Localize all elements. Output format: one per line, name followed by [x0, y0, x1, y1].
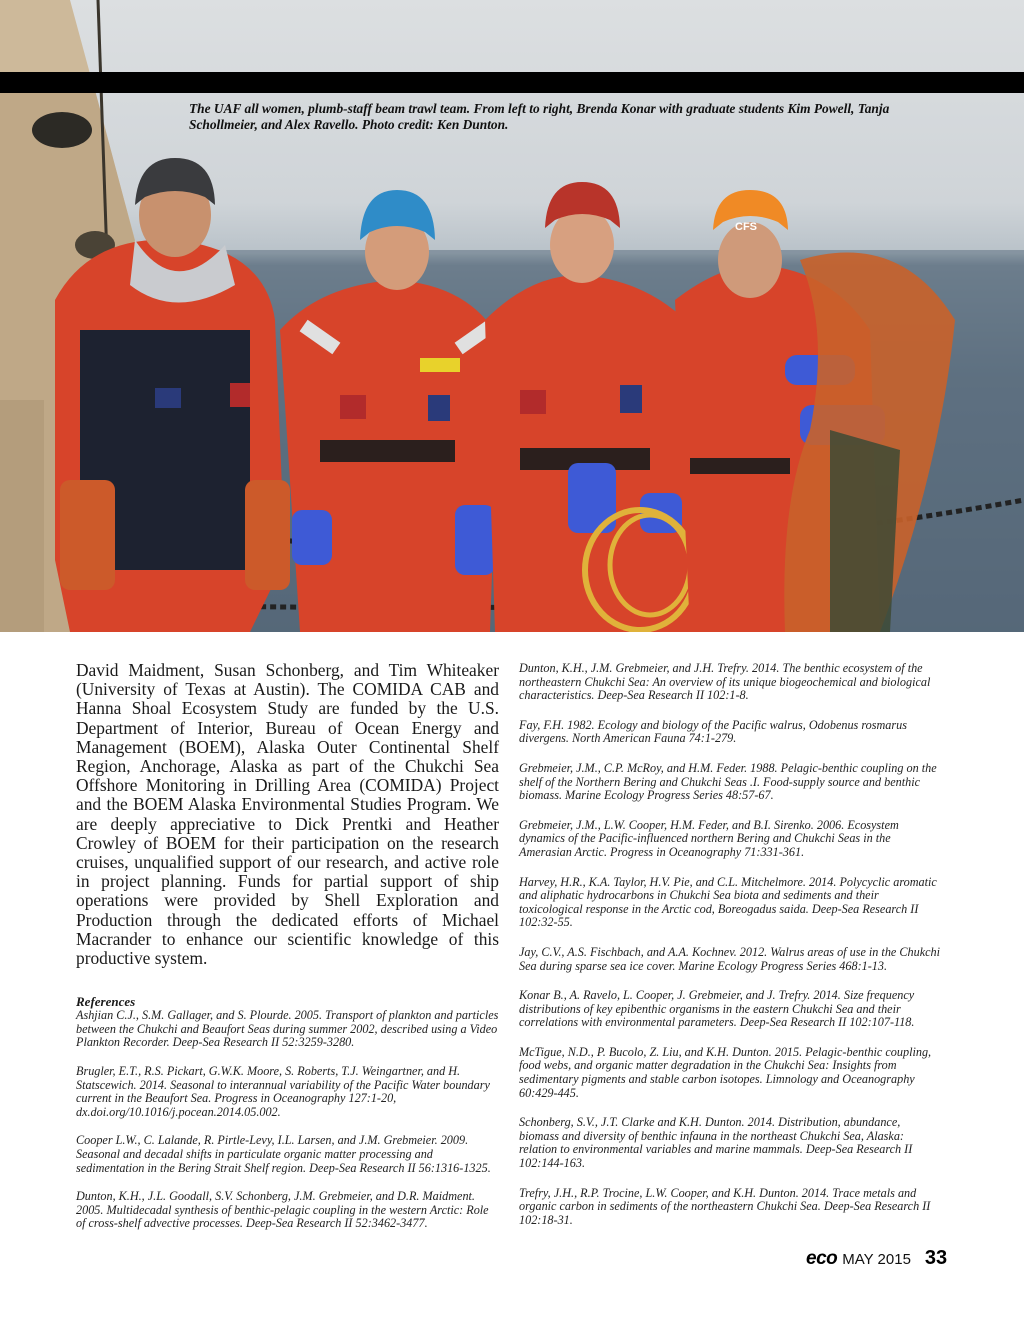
reference-item: Ashjian C.J., S.M. Gallager, and S. Plourde. 2005. Transport of plankton and particles between the Chukchi and Beaufort Seas during summer 2002, described using a Video Plankton Recorder. Deep-Sea Research II 52:3259-3280.: [76, 1008, 499, 1050]
page-footer: [806, 1247, 1000, 1273]
person-tanja-schollmeier: [485, 182, 700, 632]
photo-caption: The UAF all women, plumb-staff beam trawl team. From left to right, Brenda Konar with graduate students Kim Powell, Tanja Schollmeier, and Alex Ravello. Photo credit: Ken Dunton.: [189, 101, 890, 132]
left-column: [76, 661, 499, 1246]
references-list-left: [76, 1009, 499, 1231]
reference-item: Grebmeier, J.M., L.W. Cooper, H.M. Feder, and B.I. Sirenko. 2006. Ecosystem dynamics of the Pacific-influenced northern Bering and Chukchi Seas in the Amerasian Arctic. Progress in Oceanography 71:331-361.: [519, 817, 899, 859]
reference-item: Grebmeier, J.M., C.P. McRoy, and H.M. Feder. 1988. Pelagic-benthic coupling on the shelf of the Northern Bering and Chukchi Seas .I. Food-supply source and benthic biomass. Marine Ecology Progress Series 48:57-67.: [519, 760, 937, 803]
coiled-rope: [32, 112, 92, 148]
reference-item: Trefry, J.H., R.P. Trocine, L.W. Cooper, and K.H. Dunton. 2014. Trace metals and organic carbon in sediments of the northeastern Chukchi Sea. Deep-Sea Research II 102:18-31.: [519, 1185, 931, 1227]
reference-item: Brugler, E.T., R.S. Pickart, G.W.K. Moore, S. Roberts, T.J. Weingartner, and H. Statscewich. 2014. Seasonal to interannual variability of the Pacific Water boundary current in the Beaufort Sea. Progress in Oceanography 127:1-20, dx.doi.org/10.1016/j.pocean.2014.05.002.: [76, 1064, 490, 1119]
header-bar: [0, 72, 1024, 93]
references-heading: References: [76, 994, 136, 1010]
trawl-net-green: [830, 430, 900, 632]
page-number: 33: [924, 1247, 948, 1269]
issue-date: MAY 2015: [842, 1251, 911, 1268]
references-list-right: [519, 662, 943, 1243]
reference-item: Jay, C.V., A.S. Fischbach, and A.A. Kochnev. 2012. Walrus areas of use in the Chukchi Sea during sparse sea ice cover. Marine Ecology Progress Series 468:1-13.: [519, 944, 940, 973]
reference-item: Harvey, H.R., K.A. Taylor, H.V. Pie, and C.L. Mitchelmore. 2014. Polycyclic aromatic and aliphatic hydrocarbons in Chukchi Sea biota and sediments and their toxicological response in the Arctic cod, Boreogadus saida. Deep-Sea Research II 102:32-55.: [519, 874, 937, 930]
acknowledgements-paragraph: David Maidment, Susan Schonberg, and Tim Whiteaker (University of Texas at Austin). The COMIDA CAB and Hanna Shoal Ecosystem Study are funded by the U.S. Department of Interior, Bureau of Ocean Energy and Management (BOEM), Alaska Outer Continental Shelf Region, Anchorage, Alaska as part of the Chukchi Sea Offshore Monitoring in Drilling Area (COMIDA) Project and the BOEM Alaska Environmental Studies Program. We are deeply appreciative to Dick Prentki and Heather Crowley of BOEM for their participation on the research cruises, unqualified support of our research, and active role in project planning. Funds for partial support of ship operations were provided by Shell Exploration and Production through the dedicated efforts of Michael Macrander to enhance our scientific knowledge of this productive system.: [76, 660, 499, 969]
reference-item: Schonberg, S.V., J.T. Clarke and K.H. Dunton. 2014. Distribution, abundance, biomass and diversity of benthic infauna in the northeast Chukchi Sea, Alaska: relation to environmental variables and marine mammals. Deep-Sea Research II 102:144-163.: [519, 1115, 913, 1171]
helmet-label: CFS: [735, 221, 757, 233]
reference-item: McTigue, N.D., P. Bucolo, Z. Liu, and K.H. Dunton. 2015. Pelagic-benthic coupling, food webs, and organic matter degradation in the Chukchi Sea: Insights from sedimentary pigments and stable carbon isotopes. Limnology and Oceanography 60:429-445.: [519, 1044, 932, 1100]
ship-lower-panel: [0, 400, 44, 632]
photo-illustration: [0, 0, 1024, 632]
reference-item: Konar B., A. Ravelo, L. Cooper, J. Grebmeier, and J. Trefry. 2014. Size frequency distributions of key epibenthic organisms in the eastern Chukchi Sea and their correlations with environmental parameters. Deep-Sea Research II 102:107-118.: [519, 988, 915, 1030]
reference-item: Dunton, K.H., J.L. Goodall, S.V. Schonberg, J.M. Grebmeier, and D.R. Maidment. 2005. Multidecadal synthesis of benthic-pelagic coupling in the western Arctic: Role of cross-shelf advective processes. Deep-Sea Research II 52:3462-3477.: [76, 1189, 489, 1231]
magazine-brand: eco: [806, 1248, 838, 1269]
reference-item: Fay, F.H. 1982. Ecology and biology of the Pacific walrus, Odobenus rosmarus divergens. North American Fauna 74:1-279.: [519, 717, 907, 746]
reference-item: Dunton, K.H., J.M. Grebmeier, and J.H. Trefry. 2014. The benthic ecosystem of the northeastern Chukchi Sea: An overview of its unique biogeochemical and biological characteristics. Deep-Sea Research II 102:1-8.: [519, 661, 931, 703]
cover-photo: [0, 0, 1024, 632]
reference-item: Cooper L.W., C. Lalande, R. Pirtle-Levy, I.L. Larsen, and J.M. Grebmeier. 2009. Seasonal and decadal shifts in particulate organic matter processing and sedimentation in the Bering Strait Shelf region. Deep-Sea Research II 56:1316-1325.: [76, 1133, 491, 1175]
